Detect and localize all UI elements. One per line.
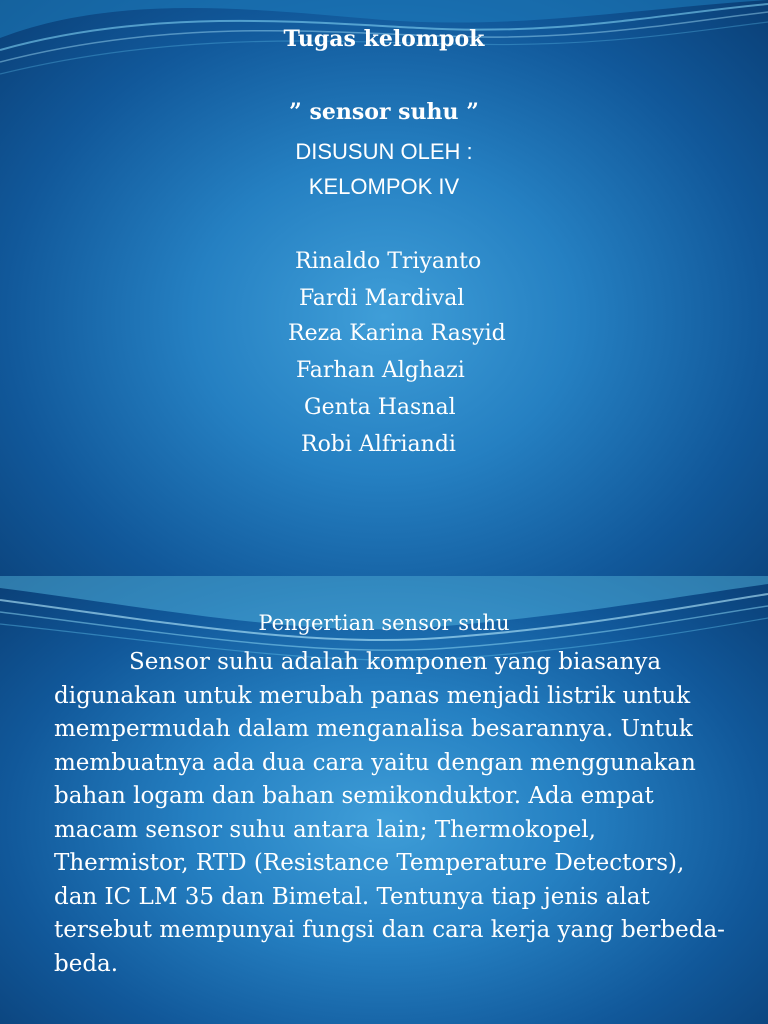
- member-name: Fardi Mardival: [299, 286, 465, 311]
- definition-slide: [0, 576, 768, 1024]
- slide-title: Tugas kelompok: [283, 26, 485, 52]
- member-name: Robi Alfriandi: [301, 432, 456, 457]
- topic-title: ” sensor suhu ”: [289, 99, 479, 125]
- group-name: KELOMPOK IV: [308, 174, 460, 199]
- body-text: [54, 646, 734, 981]
- member-name: Rinaldo Triyanto: [295, 249, 482, 274]
- member-name: Genta Hasnal: [304, 395, 456, 420]
- authored-by-label: DISUSUN OLEH :: [295, 139, 473, 164]
- wave-decoration: [0, 0, 768, 110]
- body-paragraph: Sensor suhu adalah komponen yang biasanya digunakan untuk merubah panas menjadi listrik untuk mempermudah dalam menganalisa besarannya. Untuk membuatnya ada dua cara yaitu dengan menggunakan bahan logam dan bahan semikonduktor. Ada empat macam sensor suhu antara lain; Thermokopel, Thermistor, RTD (Resistance Temperature Detectors), dan IC LM 35 dan Bimetal. Tentunya tiap jenis alat tersebut mempunyai fungsi dan cara kerja yang berbeda-beda.: [54, 649, 725, 977]
- slide-heading: Pengertian sensor suhu: [258, 611, 510, 635]
- member-name: Farhan Alghazi: [296, 358, 465, 383]
- member-name: Reza Karina Rasyid: [288, 321, 506, 346]
